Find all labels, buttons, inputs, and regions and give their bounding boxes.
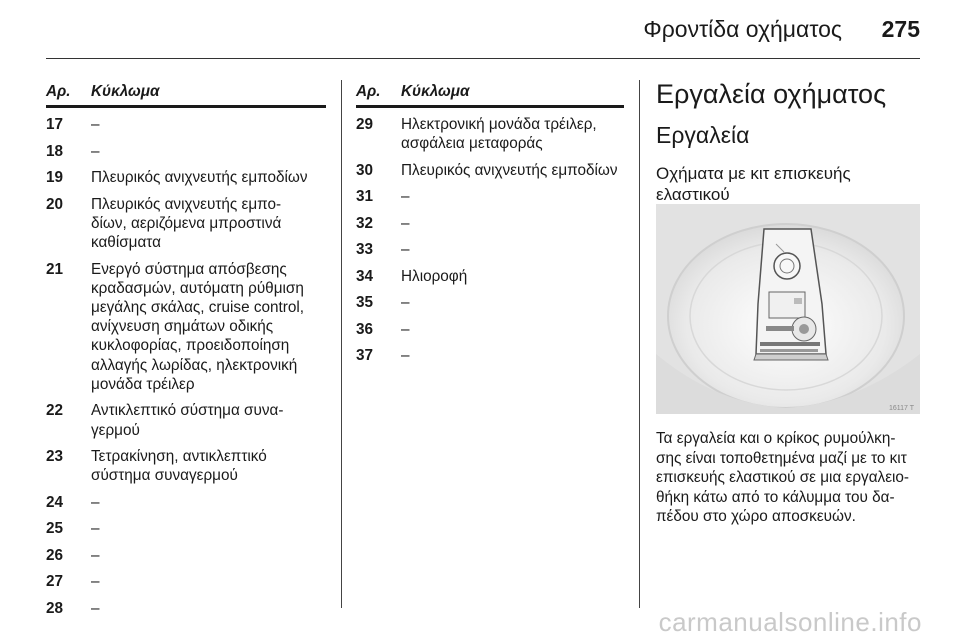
table-row	[356, 240, 624, 259]
table-header	[46, 82, 326, 108]
fuse-number: 21	[46, 260, 64, 278]
table-row	[356, 293, 624, 312]
fuse-number: 32	[356, 214, 374, 232]
fuse-number: 28	[46, 599, 64, 617]
figure-code: 16117 T	[888, 405, 914, 412]
circuit-description: Πλευρικός ανιχνευτής εμποδίων	[91, 169, 308, 187]
table-row	[356, 267, 624, 286]
fuse-number: 18	[46, 142, 64, 160]
tool-kit-illustration	[656, 204, 920, 414]
table-body	[46, 115, 326, 618]
circuit-description: –	[401, 214, 410, 232]
circuit-description: –	[91, 546, 100, 564]
table-row	[356, 214, 624, 233]
watermark: carmanualsonline.info	[658, 607, 922, 637]
vehicle-tools-section	[656, 78, 920, 215]
circuit-description: –	[401, 188, 410, 206]
circuit-description: Πλευρικός ανιχνευτής εμπο- δίων, αεριζόμενα μπροστινά καθίσματα	[91, 195, 282, 252]
column-divider	[341, 80, 342, 608]
fuse-number: 35	[356, 294, 374, 312]
table-header	[356, 82, 624, 108]
section-subsubheading: Οχήματα με κιτ επισκευής ελαστικού	[656, 164, 851, 204]
table-row	[46, 115, 326, 134]
fuse-number: 17	[46, 116, 64, 134]
circuit-description: –	[401, 320, 410, 338]
table-row	[356, 115, 624, 153]
tools-description: Τα εργαλεία και ο κρίκος ρυμούλκη- σης είναι τοποθετημένα μαζί με το κιτ επισκευής ελαστικού σε μια εργαλειο- θήκη κάτω από το κάλυμμα του δα- πέδου στο χώρο αποσκευών.	[656, 430, 910, 525]
circuit-description: –	[91, 520, 100, 538]
table-row	[46, 447, 326, 485]
table-row	[46, 260, 326, 394]
fuse-number: 20	[46, 195, 64, 213]
circuit-description: –	[401, 347, 410, 365]
fuse-number: 19	[46, 169, 64, 187]
fuse-number: 31	[356, 188, 374, 206]
fuse-table-right	[356, 82, 624, 373]
fuse-number: 30	[356, 161, 374, 179]
table-body	[356, 115, 624, 365]
column-number-header: Αρ.	[356, 83, 381, 100]
header-rule	[46, 58, 920, 59]
circuit-description: –	[91, 599, 100, 617]
circuit-description: Ηλεκτρονική μονάδα τρέιλερ, ασφάλεια μεταφοράς	[401, 116, 597, 153]
fuse-number: 34	[356, 267, 374, 285]
circuit-description: –	[91, 116, 100, 134]
fuse-number: 36	[356, 320, 374, 338]
table-row	[46, 168, 326, 187]
fuse-number: 25	[46, 520, 64, 538]
fuse-number: 26	[46, 546, 64, 564]
spare-wheel-well-drawing	[656, 204, 920, 414]
table-row	[46, 493, 326, 512]
table-row	[46, 519, 326, 538]
table-row	[356, 346, 624, 365]
table-row	[46, 546, 326, 565]
circuit-description: Ηλιοροφή	[401, 267, 468, 285]
table-row	[356, 161, 624, 180]
column-number-header: Αρ.	[46, 83, 71, 100]
circuit-description: –	[401, 294, 410, 312]
fuse-number: 37	[356, 347, 374, 365]
section-subheading: Εργαλεία	[656, 122, 750, 148]
circuit-description: –	[401, 241, 410, 259]
page-section-title: Φροντίδα οχήματος	[643, 16, 842, 42]
column-circuit-header: Κύκλωμα	[91, 83, 160, 100]
table-row	[46, 599, 326, 618]
page-number: 275	[881, 16, 920, 42]
table-row	[356, 320, 624, 339]
circuit-description: –	[91, 493, 100, 511]
column-divider	[639, 80, 640, 608]
circuit-description: –	[91, 142, 100, 160]
table-row	[46, 401, 326, 439]
fuse-table-left	[46, 82, 326, 625]
section-heading: Εργαλεία οχήματος	[656, 79, 887, 109]
fuse-number: 22	[46, 402, 64, 420]
circuit-description: Πλευρικός ανιχνευτής εμποδίων	[401, 161, 618, 179]
fuse-number: 24	[46, 493, 64, 511]
fuse-number: 33	[356, 241, 374, 259]
table-row	[356, 187, 624, 206]
table-row	[46, 195, 326, 253]
page-header	[0, 0, 960, 62]
circuit-description: Αντικλεπτικό σύστημα συνα- γερμού	[91, 402, 284, 439]
circuit-description: Ενεργό σύστημα απόσβεσης κραδασμών, αυτόματη ρύθμιση μεγάλης σκάλας, cruise control, ανίχνευση σημάτων οδικής κυκλοφορίας, προειδοποίηση αλλαγής λωρίδας, ηλεκτρονική μονάδα τρέιλερ	[91, 260, 304, 393]
fuse-number: 29	[356, 116, 374, 134]
circuit-description: Τετρακίνηση, αντικλεπτικό σύστημα συναγερμού	[91, 448, 267, 485]
table-row	[46, 142, 326, 161]
circuit-description: –	[91, 573, 100, 591]
column-circuit-header: Κύκλωμα	[401, 83, 470, 100]
fuse-number: 27	[46, 573, 64, 591]
fuse-number: 23	[46, 448, 64, 466]
table-row	[46, 572, 326, 591]
